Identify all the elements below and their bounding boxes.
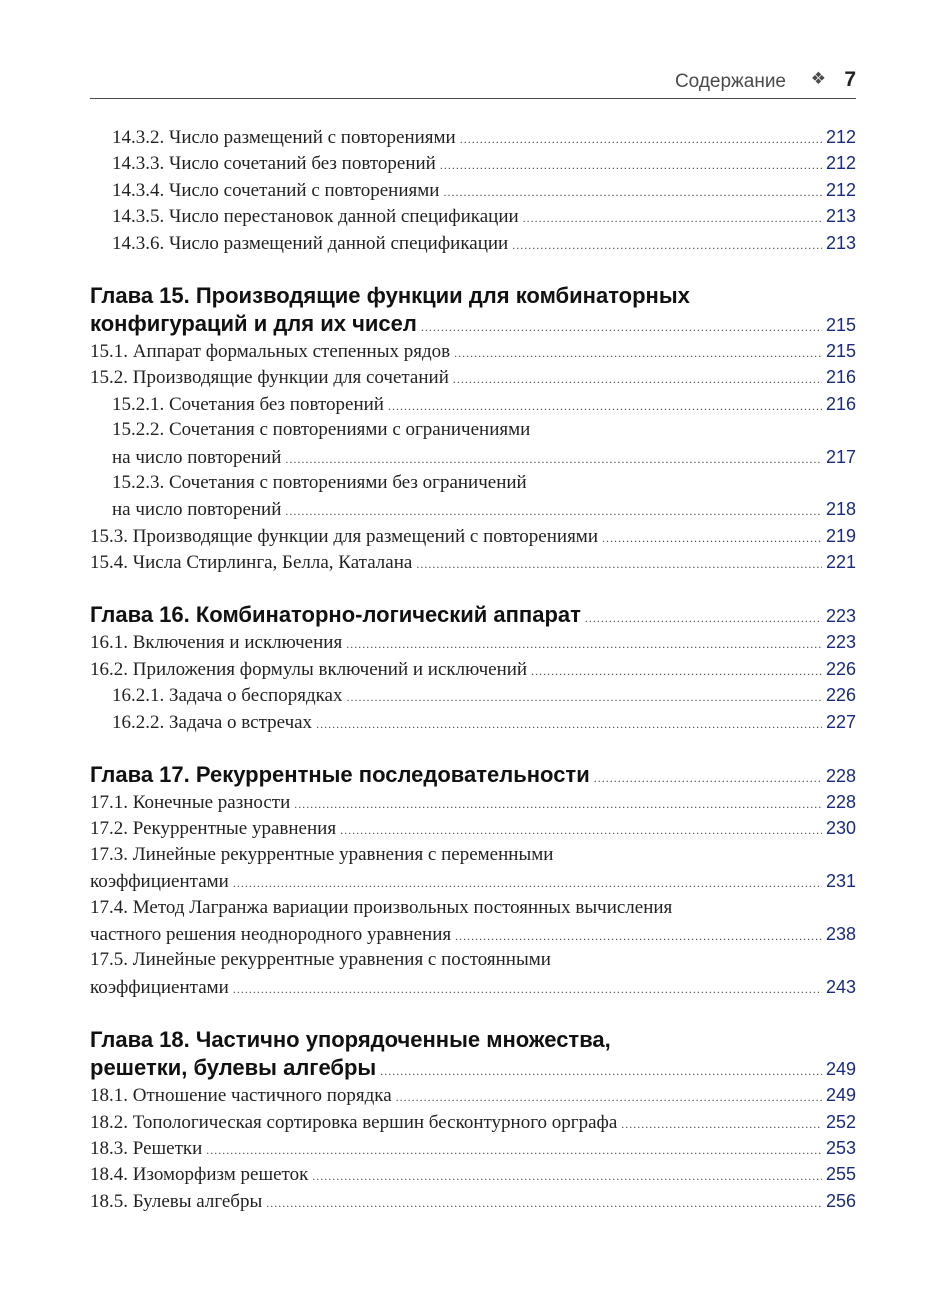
- toc-entry[interactable]: [90, 1135, 856, 1161]
- toc-entry-continuation-page: 243: [825, 976, 856, 997]
- toc-entry-title: 15.2.2. Сочетания с повторениями с ограничениями: [112, 419, 531, 441]
- dot-leader: [285, 498, 822, 524]
- dot-leader: [266, 1190, 822, 1216]
- dot-leader: [512, 232, 822, 258]
- dot-leader: [621, 1111, 822, 1137]
- toc-entry-title: 17.4. Метод Лагранжа вариации произвольных постоянных вычисления: [90, 896, 673, 918]
- toc-entry-title: 17.3. Линейные рекуррентные уравнения с переменными: [90, 843, 554, 865]
- toc-entry[interactable]: [90, 177, 856, 203]
- toc-entry[interactable]: [90, 947, 856, 973]
- page-number: 7: [844, 68, 856, 91]
- chapter-spacer: [90, 735, 856, 761]
- toc-entry-title: 15.2. Производящие функции для сочетаний: [90, 367, 449, 389]
- toc-entry[interactable]: [90, 124, 856, 150]
- chapter-heading-continuation-title: решетки, булевы алгебры: [90, 1055, 377, 1081]
- toc-entry-title: 14.3.6. Число размещений данной спецификации: [112, 232, 509, 254]
- dot-leader: [455, 923, 822, 949]
- chapter-heading-title: Глава 17. Рекуррентные последовательности: [90, 762, 590, 788]
- dot-leader: [347, 684, 822, 710]
- toc-entry-page: 221: [825, 552, 856, 573]
- toc-entry-title: 14.3.4. Число сочетаний с повторениями: [112, 179, 440, 201]
- toc-entry[interactable]: [90, 629, 856, 655]
- dot-leader: [594, 764, 822, 792]
- toc-entry-title: 17.1. Конечные разности: [90, 792, 291, 814]
- toc-entry-continuation-title: коэффициентами: [90, 976, 229, 998]
- toc-entry-title: 14.3.2. Число размещений с повторениями: [112, 127, 456, 148]
- dot-leader: [233, 976, 822, 1002]
- toc-entry-page: 212: [825, 153, 856, 174]
- chapter-heading-continuation-page: 249: [825, 1059, 856, 1080]
- toc-entry-title: 15.4. Числа Стирлинга, Белла, Каталана: [90, 552, 413, 574]
- toc-entry-title: 17.5. Линейные рекуррентные уравнения с постоянными: [90, 949, 551, 971]
- dot-leader: [416, 551, 822, 577]
- toc-entry-title: 16.2.1. Задача о беспорядках: [112, 685, 343, 707]
- toc-entry-page: 216: [825, 393, 856, 414]
- dot-leader: [585, 604, 822, 632]
- toc-entry-page: 226: [825, 685, 856, 706]
- dot-leader: [453, 366, 822, 392]
- chapter-heading-page: 223: [825, 606, 856, 627]
- toc-entry[interactable]: [90, 470, 856, 496]
- toc-entry-page: 255: [825, 1164, 856, 1185]
- toc-entry-continuation-page: 238: [825, 923, 856, 944]
- table-of-contents: [90, 124, 856, 1214]
- toc-entry-page: 223: [825, 632, 856, 653]
- toc-entry-title: 16.2.2. Задача о встречах: [112, 711, 313, 733]
- dot-leader: [454, 340, 822, 366]
- toc-entry-continuation-title: на число повторений: [112, 499, 282, 521]
- toc-entry-page: 213: [825, 232, 856, 253]
- toc-entry-page: 215: [825, 340, 856, 361]
- dot-leader: [421, 313, 822, 341]
- dot-leader: [346, 631, 822, 657]
- toc-entry-page: 228: [825, 792, 856, 813]
- toc-entry-continuation-page: 231: [825, 871, 856, 892]
- toc-entry-continuation[interactable]: [90, 974, 856, 1000]
- toc-entry-title: 16.1. Включения и исключения: [90, 632, 343, 654]
- toc-entry-title: 17.2. Рекуррентные уравнения: [90, 818, 337, 840]
- toc-entry-page: 212: [825, 179, 856, 200]
- toc-entry-page: 253: [825, 1137, 856, 1158]
- toc-entry[interactable]: [90, 417, 856, 443]
- dot-leader: [316, 711, 822, 737]
- toc-entry-continuation[interactable]: [90, 496, 856, 522]
- toc-entry[interactable]: [90, 682, 856, 708]
- toc-entry[interactable]: [90, 203, 856, 229]
- toc-entry-page: 213: [825, 206, 856, 227]
- toc-entry[interactable]: [90, 1109, 856, 1135]
- toc-entry[interactable]: [90, 789, 856, 815]
- toc-entry-title: 15.2.3. Сочетания с повторениями без ограничений: [112, 471, 527, 493]
- chapter-spacer: [90, 256, 856, 282]
- toc-entry-page: 212: [825, 127, 856, 147]
- toc-entry-continuation[interactable]: [90, 444, 856, 470]
- chapter-heading[interactable]: [90, 761, 856, 789]
- toc-entry[interactable]: [90, 1082, 856, 1108]
- dot-leader: [294, 791, 822, 817]
- dot-leader: [312, 1163, 822, 1189]
- toc-entry-continuation[interactable]: [90, 868, 856, 894]
- dot-leader: [340, 817, 822, 843]
- toc-entry[interactable]: [90, 391, 856, 417]
- dot-leader: [380, 1057, 822, 1085]
- dot-leader: [206, 1137, 822, 1163]
- toc-entry-page: 230: [825, 818, 856, 839]
- chapter-heading[interactable]: [90, 601, 856, 629]
- toc-entry[interactable]: [90, 895, 856, 921]
- dot-leader: [523, 205, 822, 231]
- toc-entry-title: 18.4. Изоморфизм решеток: [90, 1164, 309, 1186]
- toc-entry[interactable]: [90, 364, 856, 390]
- toc-entry-title: 18.3. Решетки: [90, 1137, 203, 1159]
- toc-entry[interactable]: [90, 549, 856, 575]
- toc-entry-continuation-title: на число повторений: [112, 446, 282, 468]
- toc-entry-title: 15.2.1. Сочетания без повторений: [112, 393, 384, 415]
- toc-entry-page: 216: [825, 367, 856, 388]
- toc-entry-title: 15.3. Производящие функции для размещений с повторениями: [90, 525, 598, 547]
- toc-entry-continuation-page: 217: [825, 446, 856, 467]
- chapter-heading-continuation-title: конфигураций и для их чисел: [90, 310, 417, 336]
- toc-entry-title: 18.5. Булевы алгебры: [90, 1190, 263, 1212]
- toc-entry[interactable]: [90, 230, 856, 256]
- dot-leader: [388, 393, 822, 419]
- running-header: [90, 64, 856, 99]
- dot-leader: [233, 870, 822, 896]
- dot-leader: [443, 179, 822, 205]
- toc-entry[interactable]: [90, 150, 856, 176]
- toc-entry-continuation-page: 218: [825, 499, 856, 520]
- toc-entry[interactable]: [90, 842, 856, 868]
- toc-entry-continuation[interactable]: [90, 921, 856, 947]
- dot-leader: [396, 1084, 822, 1110]
- chapter-spacer: [90, 575, 856, 601]
- toc-entry-page: 226: [825, 658, 856, 679]
- toc-entry-continuation-title: коэффициентами: [90, 871, 229, 893]
- chapter-heading-title: Глава 16. Комбинаторно-логический аппарат: [90, 602, 581, 628]
- toc-entry[interactable]: [90, 1161, 856, 1187]
- diamond-ornament-icon: ❖: [810, 69, 826, 89]
- chapter-heading-continuation[interactable]: [90, 310, 856, 338]
- toc-entry[interactable]: [90, 709, 856, 735]
- toc-entry[interactable]: [90, 338, 856, 364]
- toc-entry-page: 219: [825, 525, 856, 546]
- toc-entry-continuation-title: частного решения неоднородного уравнения: [90, 923, 452, 945]
- toc-entry-title: 18.1. Отношение частичного порядка: [90, 1085, 392, 1107]
- chapter-heading-continuation-page: 215: [825, 314, 856, 335]
- toc-entry-page: 249: [825, 1085, 856, 1106]
- toc-entry[interactable]: [90, 523, 856, 549]
- toc-entry-page: 252: [825, 1111, 856, 1132]
- toc-entry-title: 16.2. Приложения формулы включений и исключений: [90, 658, 528, 680]
- toc-entry-title: 14.3.5. Число перестановок данной спецификации: [112, 206, 519, 228]
- chapter-heading-page: 228: [825, 766, 856, 787]
- dot-leader: [602, 525, 822, 551]
- chapter-heading[interactable]: Глава 18. Частично упорядоченные множества,: [90, 1027, 611, 1053]
- toc-entry[interactable]: [90, 1188, 856, 1214]
- chapter-heading[interactable]: Глава 15. Производящие функции для комбинаторных: [90, 282, 690, 308]
- dot-leader: [285, 446, 822, 472]
- toc-entry-page: 256: [825, 1190, 856, 1211]
- toc-entry[interactable]: [90, 815, 856, 841]
- dot-leader: [531, 658, 822, 684]
- running-header-title: Содержание: [674, 71, 786, 92]
- dot-leader: [440, 152, 822, 178]
- chapter-spacer: [90, 1000, 856, 1026]
- chapter-heading-continuation[interactable]: [90, 1054, 856, 1082]
- toc-entry[interactable]: [90, 656, 856, 682]
- toc-entry-title: 14.3.3. Число сочетаний без повторений: [112, 153, 436, 175]
- toc-entry-title: 18.2. Топологическая сортировка вершин бесконтурного орграфа: [90, 1111, 618, 1133]
- toc-entry-title: 15.1. Аппарат формальных степенных рядов: [90, 340, 451, 362]
- toc-entry-page: 227: [825, 711, 856, 732]
- dot-leader: [460, 126, 822, 152]
